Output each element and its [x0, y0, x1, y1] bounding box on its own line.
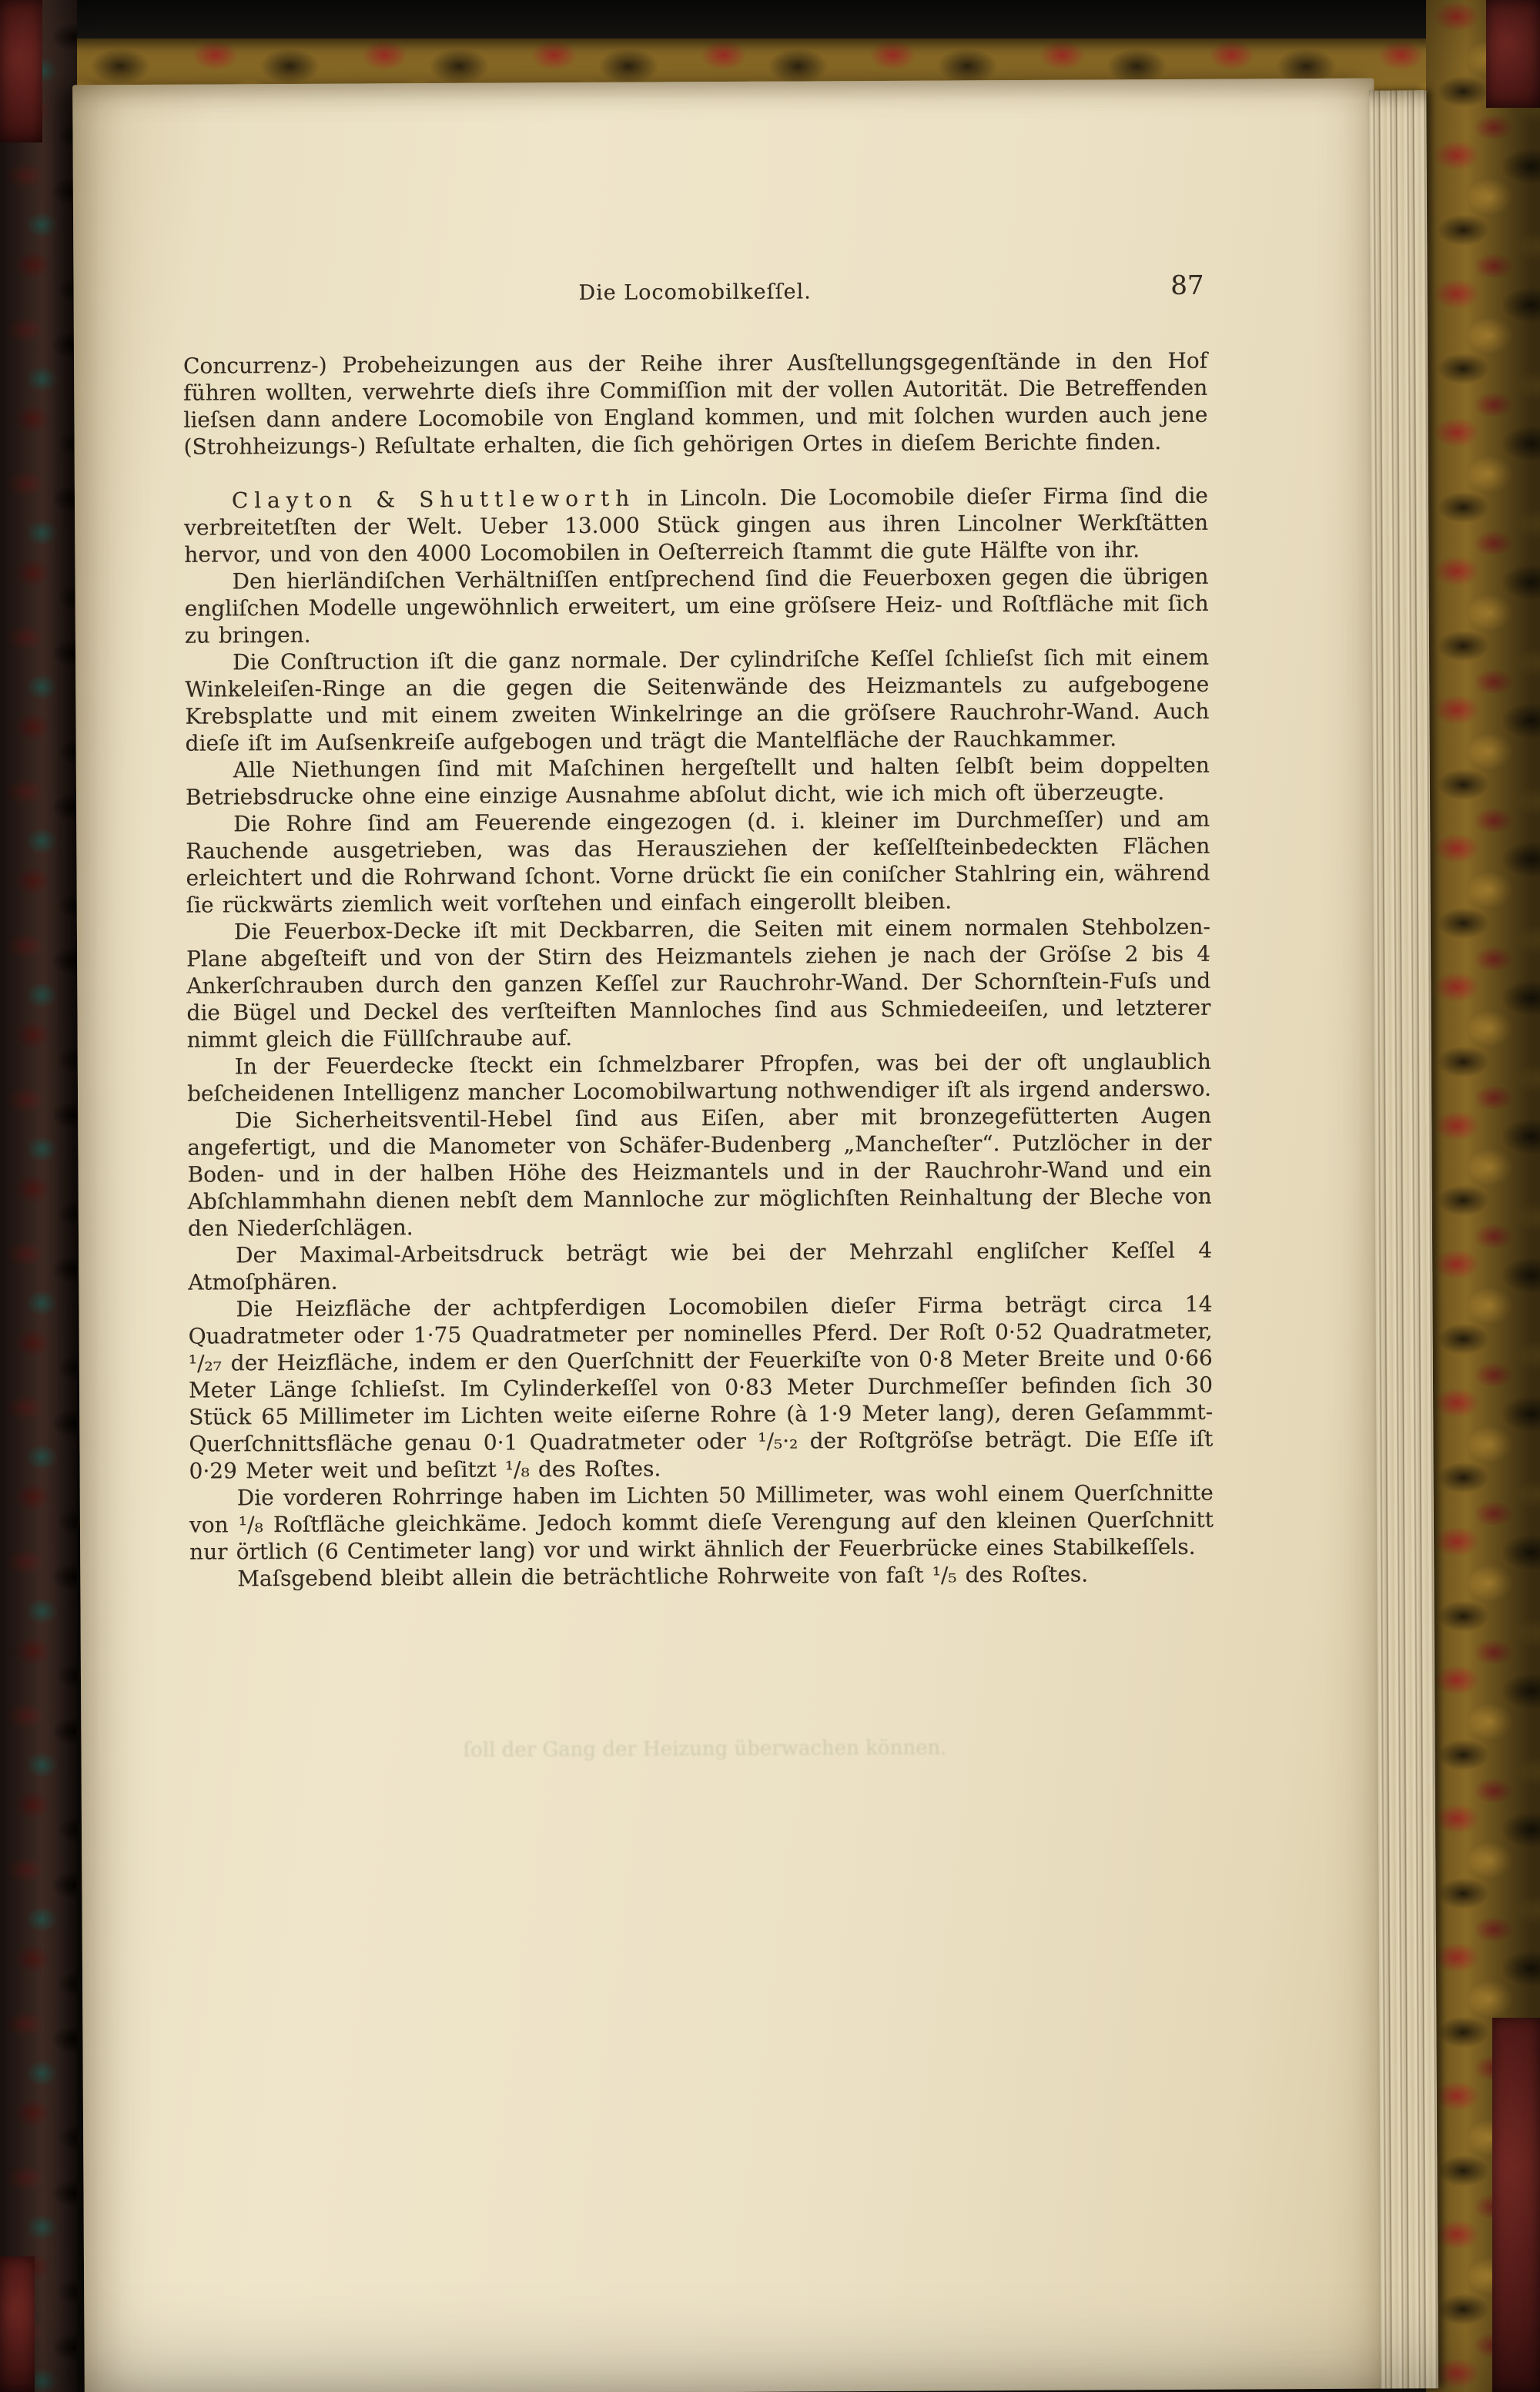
- paragraph: Alle Niethungen ſind mit Maſchinen hergeſtellt und halten ſelbſt beim doppelten Betriebsdrucke ohne eine einzige Ausnahme abſolut dicht, wie ich mich oft überzeugte.: [185, 752, 1210, 810]
- paragraph-text: in Lincoln. Die Locomobile dieſer Firma ſind die verbreitetſten der Welt. Ueber 13.000 Stück gingen aus ihren Lincolner Werkſtätten hervor, und von den 4000 Locomobilen in Oeſterreich ſtammt die gute Hälfte von ihr.: [184, 482, 1209, 568]
- paragraph: Die vorderen Rohrringe haben im Lichten 50 Millimeter, was wohl einem Querſchnitte von ¹/₈ Roſtfläche gleichkäme. Jedoch kommt dieſe Verengung auf den kleinen Querſchnitt nur örtlich (6 Centimeter lang) vor und wirkt ähnlich der Feuerbrücke eines Stabilkeſſels.: [189, 1479, 1214, 1565]
- book-page: [72, 79, 1386, 2392]
- paragraph: Die Feuerbox-Decke iſt mit Deckbarren, die Seiten mit einem normalen Stehbolzen-Plane abgeſteift und von der Stirn des Heizmantels ziehen je nach der Gröſse 2 bis 4 Ankerſchrauben durch den ganzen Keſſel zur Rauchrohr-Wand. Der Schornſtein-Fuſs und die Bügel und Deckel des verſteiften Mannloches ſind aus Schmiedeeiſen, und letzterer nimmt gleich die Füllſchraube auf.: [186, 913, 1211, 1053]
- firm-name: Clayton & Shuttleworth: [231, 485, 636, 514]
- spine-shading: [0, 0, 77, 2392]
- paragraph: Den hierländiſchen Verhältniſſen entſprechend ſind die Feuerboxen gegen die übrigen engliſchen Modelle ungewöhnlich erweitert, um eine gröſsere Heiz- und Roſtfläche mit ſich zu bringen.: [184, 563, 1209, 648]
- paragraph: Der Maximal-Arbeitsdruck beträgt wie bei der Mehrzahl engliſcher Keſſel 4 Atmoſphären.: [188, 1237, 1213, 1295]
- running-title: Die Locomobilkeſſel.: [578, 280, 812, 306]
- paragraph: In der Feuerdecke ſteckt ein ſchmelzbarer Pfropfen, was bei der oft unglaublich beſcheidenen Intelligenz mancher Locomobilwartung nothwendiger iſt als irgend anderswo.: [186, 1048, 1212, 1107]
- paragraph: Die Sicherheitsventil-Hebel ſind aus Eiſen, aber mit bronzegefütterten Augen angefertigt, und die Manometer von Schäfer-Budenberg „Mancheſter“. Putzlöcher in der Boden- und in der halben Höhe des Heizmantels und in der Rauchrohr-Wand und ein Abſchlammhahn dienen nebſt dem Mannloche zur möglichſten Reinhaltung der Bleche von den Niederſchlägen.: [187, 1102, 1212, 1241]
- paragraph: Concurrenz-) Probeheizungen aus der Reihe ihrer Ausſtellungsgegenſtände in den Hof führen wollten, verwehrte dieſs ihre Commiſſion mit der vollen Autorität. Die Betreffenden lieſsen dann andere Locomobile von England kommen, und mit ſolchen wurden auch jene (Strohheizungs-) Reſultate erhalten, die ſich gehörigen Ortes in dieſem Berichte finden.: [182, 347, 1208, 460]
- printed-text-block: [182, 270, 1214, 1593]
- leather-corner-top-left: [0, 0, 42, 142]
- leather-corner-bottom-right: [1492, 2018, 1540, 2392]
- paragraph: Maſsgebend bleibt allein die beträchtliche Rohrweite von faſt ¹/₅ des Roſtes.: [237, 1561, 1089, 1592]
- paragraph: Die Rohre ſind am Feuerende eingezogen (d. i. kleiner im Durchmeſſer) und am Rauchende ausgetrieben, was das Herausziehen der keſſelſteinbedeckten Flächen erleichtert und die Rohrwand ſchont. Vorne drückt ſie ein coniſcher Stahlring ein, während ſie rückwärts ziemlich weit vorſtehen und einfach eingerollt bleiben.: [186, 806, 1210, 918]
- stacked-page-edges: [1369, 90, 1438, 2388]
- paragraph: Die Conſtruction iſt die ganz normale. Der cylindriſche Keſſel ſchlieſst ſich mit einem Winkeleiſen-Ringe an die gegen die Seitenwände des Heizmantels zu aufgebogene Krebsplatte und mit einem zweiten Winkelringe an die gröſsere Rauchrohr-Wand. Auch dieſe iſt im Auſsenkreiſe aufgebogen und trägt die Mantelfläche der Rauchkammer.: [185, 644, 1210, 756]
- paragraph: [184, 482, 1209, 568]
- leather-corner-bottom-left: [0, 2256, 35, 2392]
- show-through-text: ſoll der Gang der Heizung überwachen können.: [463, 1736, 947, 1762]
- paragraph: Die Heizfläche der achtpferdigen Locomobilen dieſer Firma beträgt circa 14 Quadratmeter oder 1·75 Quadratmeter per nominelles Pferd. Der Roſt 0·52 Quadratmeter, ¹/₂₇ der Heizfläche, indem er den Querſchnitt der Feuerkiſte von 0·8 Meter Breite und 0·66 Meter Länge ſchlieſst. Im Cylinderkeſſel von 0·83 Meter Durchmeſſer befinden ſich 30 Stück 65 Millimeter im Lichten weite eiſerne Rohre (à 1·9 Meter lang), deren Geſammmt-Querſchnittsfläche genau 0·1 Quadratmeter oder ¹/₅·₂ der Roſtgröſse beträgt. Die Eſſe iſt 0·29 Meter weit und beſitzt ¹/₈ des Roſtes.: [188, 1291, 1214, 1484]
- page-number: 87: [1170, 270, 1204, 301]
- page-header: [182, 270, 1207, 314]
- leather-corner-top-right: [1486, 0, 1540, 108]
